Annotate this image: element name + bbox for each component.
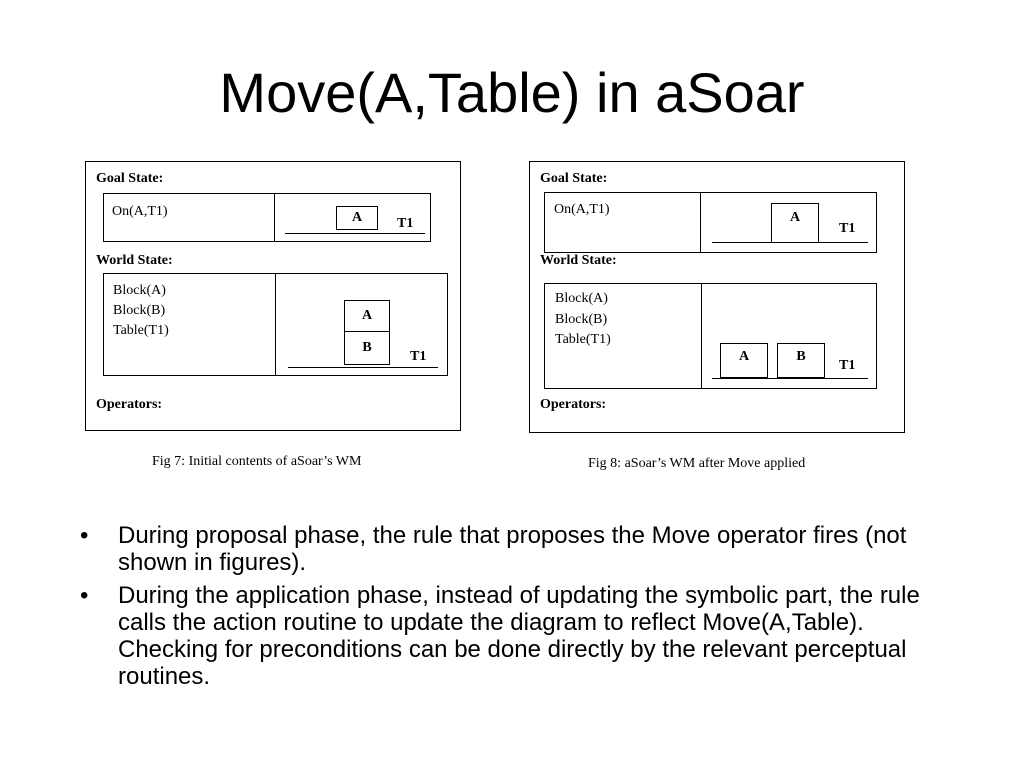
fig7-goal-box [103,193,431,242]
fig8-goal-box [544,192,877,253]
fig7-goal-block-a: A [336,206,378,230]
fig8-world-predicate-2: Block(B) [555,312,608,327]
fig7-world-label: World State: [96,253,173,268]
fig7-goal-predicate: On(A,T1) [112,204,168,219]
bullet-text: During the application phase, instead of updating the symbolic part, the rule calls the action routine to update the diagram to reflect Move(A,Table). Checking for preconditions can be done directly by the relevant perceptual routines. [118,582,920,690]
fig7-world-predicate-2: Block(B) [113,303,166,318]
fig8-world-table-line [712,378,868,379]
fig8-goal-divider [700,193,701,252]
slide-title: Move(A,Table) in aSoar [219,61,805,124]
fig7-world-predicate-3: Table(T1) [113,323,169,338]
fig8-goal-table-label: T1 [839,221,856,236]
fig7-goal-table-label: T1 [397,216,414,231]
bullet-item [80,582,940,690]
fig8-world-block-b: B [777,343,825,378]
fig8-world-table-label: T1 [839,358,856,373]
fig8-world-predicate-1: Block(A) [555,291,608,306]
fig8-world-block-a: A [720,343,768,378]
fig8-world-label: World State: [540,253,617,268]
fig8-caption: Fig 8: aSoar’s WM after Move applied [588,456,806,471]
fig7-world-block-b: B [344,331,390,365]
fig8-panel [529,161,905,433]
fig8-goal-table-line [712,242,868,243]
fig7-goal-table-line [285,233,425,234]
bullet-text: During proposal phase, the rule that proposes the Move operator fires (not shown in figures). [118,522,907,576]
bullet-glyph: • [80,582,89,609]
fig7-world-table-line [288,367,438,368]
fig7-world-divider [275,274,276,375]
fig7-operators-label: Operators: [96,397,163,412]
fig7-world-block-a: A [344,300,390,332]
fig8-operators-label: Operators: [540,397,607,412]
fig8-world-box [544,283,877,389]
fig7-goal-label: Goal State: [96,171,164,186]
fig8-goal-predicate: On(A,T1) [554,202,610,217]
bullet-list [80,522,940,696]
fig7-world-table-label: T1 [410,349,427,364]
fig8-goal-label: Goal State: [540,171,608,186]
fig7-panel [85,161,461,431]
fig8-goal-block-a: A [771,203,819,243]
fig7-world-box [103,273,448,376]
fig7-caption: Fig 7: Initial contents of aSoar’s WM [152,454,362,469]
fig8-world-predicate-3: Table(T1) [555,332,611,347]
fig7-world-predicate-1: Block(A) [113,283,166,298]
bullet-glyph: • [80,522,89,549]
fig7-goal-divider [274,194,275,241]
fig8-world-divider [701,284,702,388]
bullet-item [80,522,940,576]
